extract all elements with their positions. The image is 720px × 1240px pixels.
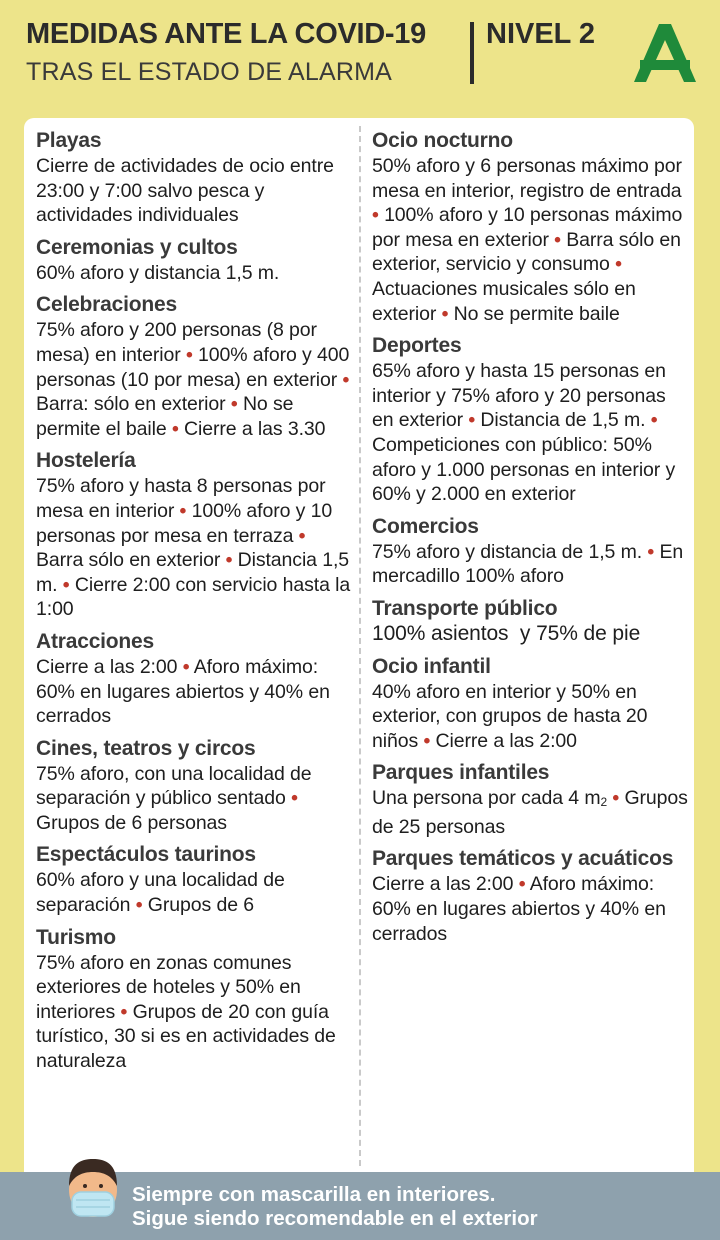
section-body: 65% aforo y hasta 15 personas en interior y 75% aforo y 20 personas en exterior • Distancia de 1,5 m. • Competiciones con público: 50% aforo y 1.000 personas en interior y 60% y 2.000 en exterior bbox=[372, 360, 676, 506]
section-body: 75% aforo y hasta 8 personas por mesa en interior • 100% aforo y 10 personas por mesa en terraza • Barra sólo en exterior • Distancia 1,5 m. • Cierre 2:00 con servicio hasta la 1:00 bbox=[36, 475, 351, 621]
section-parques-tematicos bbox=[372, 846, 690, 946]
section-body: 75% aforo y distancia de 1,5 m. • En mercadillo 100% aforo bbox=[372, 540, 684, 588]
section-title: Transporte público bbox=[372, 596, 558, 620]
section-body: 40% aforo en interior y 50% en exterior, con grupos de hasta 20 niños • Cierre a las 2:00 bbox=[372, 680, 648, 752]
section-title: Parques infantiles bbox=[372, 761, 550, 785]
page-title: MEDIDAS ANTE LA COVID-19 bbox=[26, 18, 426, 50]
section-title: Deportes bbox=[372, 334, 462, 358]
section-transporte bbox=[372, 596, 690, 647]
section-comercios bbox=[372, 514, 690, 589]
section-celebraciones bbox=[36, 292, 352, 441]
section-title: Playas bbox=[36, 129, 102, 152]
section-title: Comercios bbox=[372, 514, 479, 538]
footer-line-1: Siempre con mascarilla en interiores. bbox=[132, 1183, 496, 1206]
level-label: NIVEL 2 bbox=[486, 18, 596, 50]
section-body: 50% aforo y 6 personas máximo por mesa en interior, registro de entrada • 100% aforo y 10 personas máximo por mesa en exterior • Barra sólo en exterior, servicio y consumo • Actuaciones musicales sólo en exterior • No se permite baile bbox=[372, 155, 683, 325]
footer-line-2: Sigue siendo recomendable en el exterior bbox=[132, 1207, 538, 1230]
right-column bbox=[372, 128, 690, 953]
section-title: Parques temáticos y acuáticos bbox=[372, 847, 674, 871]
section-title: Atracciones bbox=[36, 629, 155, 653]
section-title: Cines, teatros y circos bbox=[36, 736, 256, 760]
section-body: 75% aforo en zonas comunes exteriores de hoteles y 50% en interiores • Grupos de 20 con guía turístico, 30 si es en actividades de naturaleza bbox=[36, 951, 336, 1073]
section-playas bbox=[36, 128, 352, 228]
section-title: Hostelería bbox=[36, 449, 136, 473]
section-body: 75% aforo, con una localidad de separación y público sentado • Grupos de 6 personas bbox=[36, 762, 312, 834]
section-turismo bbox=[36, 925, 352, 1074]
header bbox=[0, 0, 720, 118]
section-title: Turismo bbox=[36, 925, 116, 949]
section-title: Ocio nocturno bbox=[372, 129, 513, 152]
section-parques-infantiles bbox=[372, 760, 690, 839]
section-ocio-nocturno bbox=[372, 128, 690, 326]
junta-andalucia-logo-icon bbox=[634, 24, 696, 82]
section-taurinos bbox=[36, 842, 352, 917]
section-title: Ceremonias y cultos bbox=[36, 235, 238, 259]
section-hosteleria bbox=[36, 448, 352, 622]
section-ocio-infantil bbox=[372, 654, 690, 754]
section-body: Cierre de actividades de ocio entre 23:00 y 7:00 salvo pesca y actividades individuales bbox=[36, 155, 334, 227]
section-body: 60% aforo y una localidad de separación • Grupos de 6 bbox=[36, 869, 285, 917]
section-ceremonias bbox=[36, 235, 352, 286]
section-atracciones bbox=[36, 629, 352, 729]
column-divider bbox=[359, 126, 361, 1166]
left-column bbox=[36, 128, 352, 1081]
section-body: 60% aforo y distancia 1,5 m. bbox=[36, 261, 280, 284]
section-body: Cierre a las 2:00 • Aforo máximo: 60% en lugares abiertos y 40% en cerrados bbox=[36, 655, 330, 728]
section-title: Celebraciones bbox=[36, 293, 177, 317]
section-cines bbox=[36, 736, 352, 836]
page-subtitle: TRAS EL ESTADO DE ALARMA bbox=[26, 58, 393, 86]
section-body: Una persona por cada 4 m2 • Grupos de 25 personas bbox=[372, 787, 688, 838]
section-body: Cierre a las 2:00 • Aforo máximo: 60% en lugares abiertos y 40% en cerrados bbox=[372, 873, 666, 945]
masked-person-icon bbox=[64, 1156, 122, 1226]
section-title: Espectáculos taurinos bbox=[36, 843, 256, 867]
section-title: Ocio infantil bbox=[372, 654, 491, 678]
section-deportes bbox=[372, 333, 690, 507]
section-body: 75% aforo y 200 personas (8 por mesa) en interior • 100% aforo y 400 personas (10 por mesa) en exterior • Barra: sólo en exterior • No se permite el baile • Cierre a las 3.30 bbox=[36, 319, 350, 440]
section-body: 100% asientos y 75% de pie bbox=[372, 621, 641, 645]
title-separator bbox=[470, 22, 474, 84]
